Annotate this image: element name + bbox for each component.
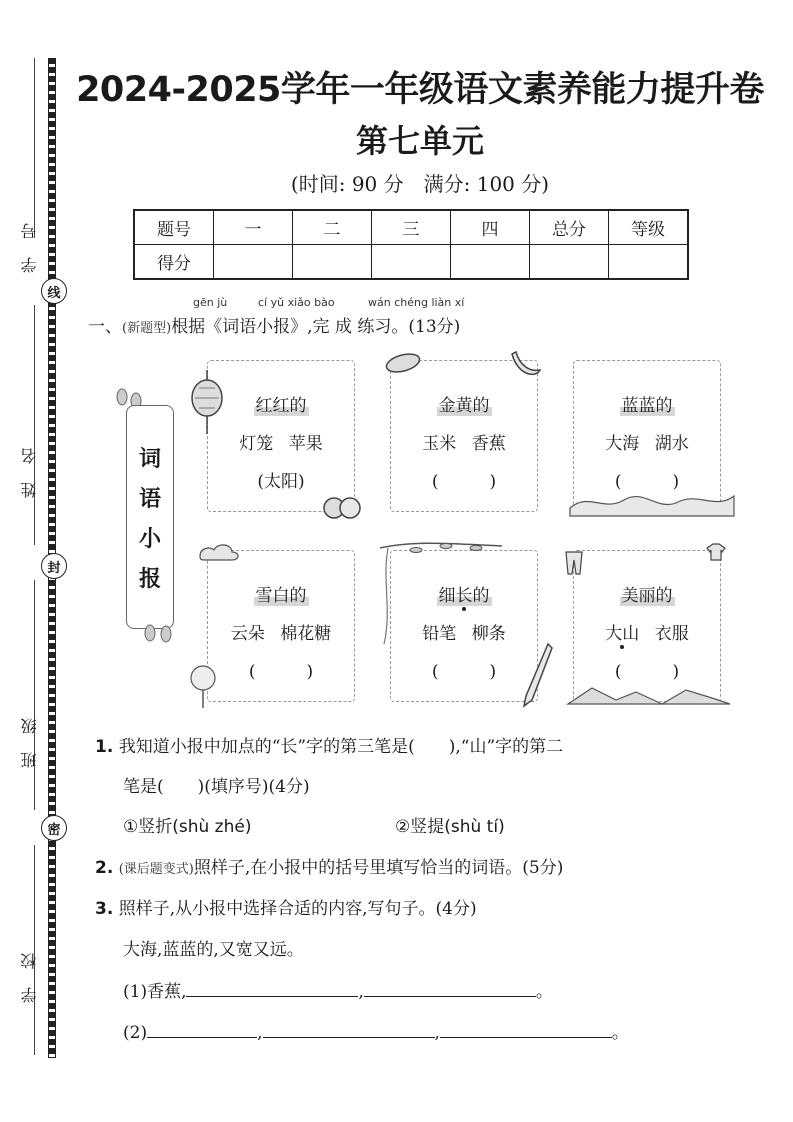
seal-xian: 线 [41,278,67,304]
score-input[interactable] [372,245,451,280]
scroll-body [126,405,174,629]
card-word: 湖水 [654,434,689,454]
score-input[interactable] [214,245,293,280]
score-cell: 二 [293,210,372,245]
question-1-line-2: 笔是( )(填序号)(4分) [123,777,310,797]
name-label: 姓名 [20,430,39,498]
card-answer-blank[interactable]: ( ) [614,662,680,682]
question-3 [95,894,477,919]
card-answer-blank[interactable]: ( ) [431,662,497,682]
question-3-item-1: (1)香蕉, , 。 [123,982,553,1002]
question-1-line-1 [95,732,563,757]
cut-line [34,580,35,810]
score-cell: 三 [372,210,451,245]
question-1-option-2: ②竖提(shù tí) [395,817,505,837]
score-cell: 一 [214,210,293,245]
score-table-header-row [134,210,688,245]
question-tag: (课后题变式) [118,862,194,877]
cotton-candy-icon [188,664,218,710]
apples-icon [320,492,364,522]
question-text: 我知道小报中加点的“长”字的第三笔是( ),“山”字的第二 [118,737,564,757]
card-answer: (太阳) [257,472,305,492]
footprints-icon [140,622,180,644]
question-2 [95,853,563,878]
student-id-label: 学号 [20,205,39,273]
card-word: 棉花糖 [280,624,332,644]
lantern-icon [187,370,227,440]
pinyin-genju: gēn jù [193,296,228,309]
card-word: 云朵 [230,624,265,644]
question-tag: (新题型) [122,321,172,336]
score-input[interactable] [451,245,530,280]
question-number: 3. [95,899,114,919]
answer-line[interactable] [364,980,536,997]
seal-mi: 密 [41,815,67,841]
item-label: (1)香蕉, [123,982,187,1002]
page-title: 2024-2025学年一年级语文素养能力提升卷 [76,70,764,110]
question-number: 1. [95,737,114,757]
section1-title [88,312,460,337]
scroll-char: 语 [138,487,161,512]
score-cell: 题号 [134,210,214,245]
pinyin-wancheng: wán chéng liàn xí [368,296,465,309]
pencil-icon [518,640,554,708]
scroll-title-text [127,440,173,600]
card-word: 衣服 [654,624,689,644]
word-card-golden [390,360,538,512]
score-input[interactable] [293,245,372,280]
score-cell: 总分 [530,210,609,245]
school-label: 学校 [20,935,39,1003]
newspaper-title-scroll [118,395,180,635]
scroll-char: 报 [138,567,161,592]
section-instruction: 根据《词语小报》,完 成 练习。 [171,317,409,337]
card-answer-blank[interactable]: ( ) [614,472,680,492]
word-card-white [207,550,355,702]
score-table [133,209,689,280]
mountains-icon [566,682,732,706]
score-input[interactable] [609,245,689,280]
card-heading: 雪白的 [255,586,307,606]
seal-feng: 封 [41,553,67,579]
answer-line[interactable] [186,980,358,997]
score-table-score-row [134,245,688,280]
answer-line[interactable] [147,1021,257,1038]
card-heading: 蓝蓝的 [621,396,673,416]
question-3-item-2: (2) , , 。 [123,1023,629,1043]
card-word: 柳条 [471,624,506,644]
question-text: 照样子,在小报中的括号里填写恰当的词语。(5分) [193,858,564,878]
card-word: 玉米 [422,434,457,454]
question-1-option-1: ①竖折(shù zhé) [123,817,252,837]
card-word: 灯笼 [239,434,274,454]
shirt-icon [705,542,727,562]
cut-line [34,305,35,545]
class-label: 班级 [20,700,39,768]
card-answer-blank[interactable]: ( ) [248,662,314,682]
score-cell: 四 [451,210,530,245]
scroll-char: 词 [138,447,161,472]
pinyin-ciyu: cí yǔ xiǎo bào [258,296,335,309]
banana-icon [508,348,542,382]
cloud-icon [196,540,242,562]
score-row-label: 得分 [134,245,214,280]
card-heading: 金黄的 [438,396,490,416]
card-word: 香蕉 [471,434,506,454]
time-info: (时间: 90 分 满分: 100 分) [290,172,550,196]
willow-branch-icon [376,540,506,650]
score-input[interactable] [530,245,609,280]
scroll-char: 小 [138,527,161,552]
section-number: 一、 [88,317,122,337]
question-3-example: 大海,蓝蓝的,又宽又远。 [123,940,304,960]
card-heading: 红红的 [255,396,307,416]
waves-icon [568,482,736,518]
word-card-beautiful [573,550,721,702]
card-heading: 美丽的 [621,586,673,606]
card-word: 大山 [605,624,640,644]
item-label: (2) [123,1023,148,1043]
unit-subtitle: 第七单元 [355,122,484,160]
answer-line[interactable] [263,1021,435,1038]
card-answer-blank[interactable]: ( ) [431,472,497,492]
section-points: (13分) [408,317,461,337]
card-heading: 细长的 [438,586,490,606]
answer-line[interactable] [440,1021,612,1038]
word-card-red [207,360,355,512]
corn-icon [383,350,423,376]
question-text: 照样子,从小报中选择合适的内容,写句子。(4分) [118,899,477,919]
question-number: 2. [95,858,114,878]
pants-icon [562,550,586,576]
card-word: 铅笔 [422,624,457,644]
card-word: 大海 [605,434,640,454]
card-word: 苹果 [288,434,323,454]
score-cell: 等级 [609,210,689,245]
